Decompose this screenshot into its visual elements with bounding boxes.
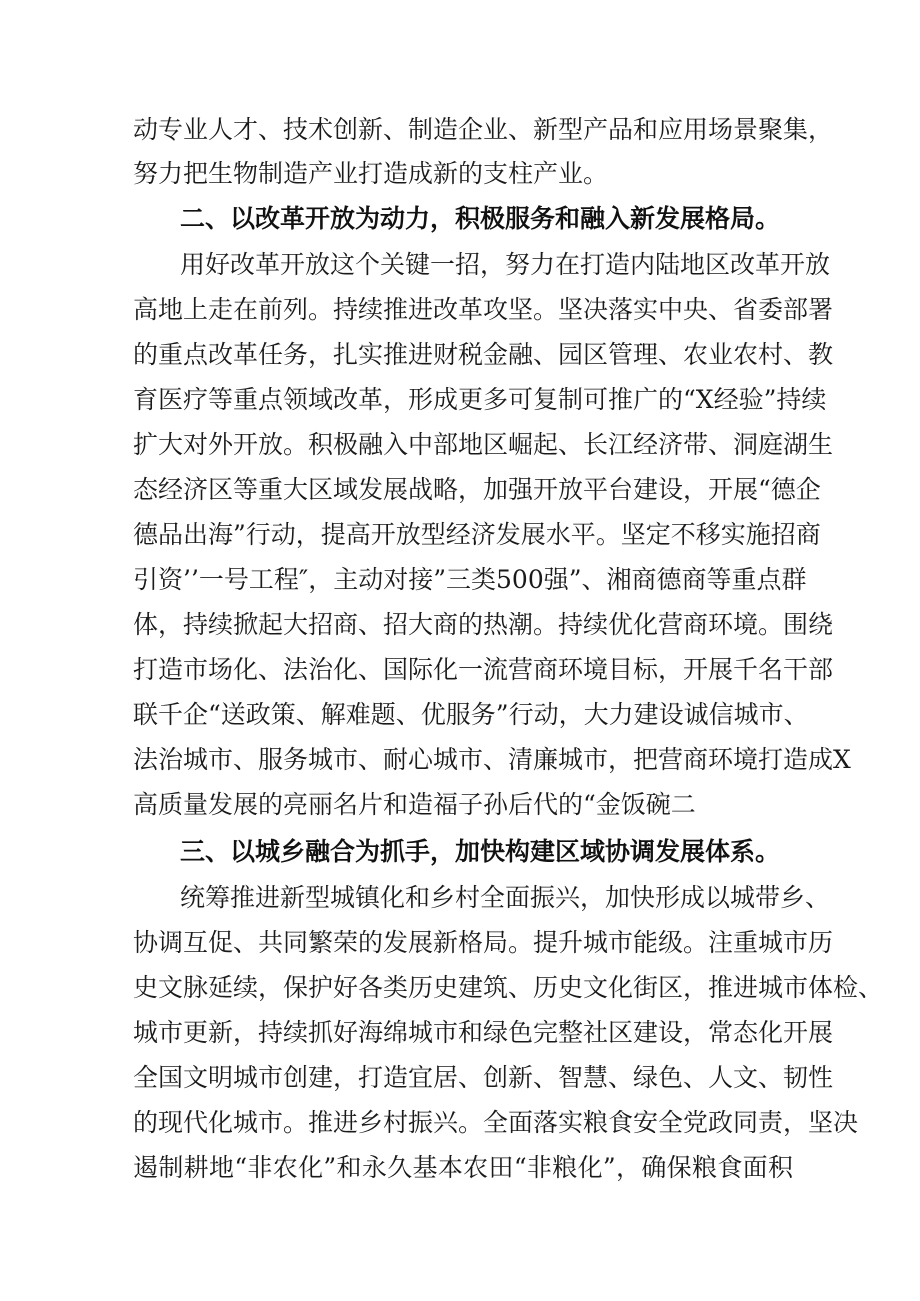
section2-line-9: 体，持续掀起大招商、招大商的热潮。持续优化营商环境。围绕 <box>133 610 834 639</box>
section2-line-12: 法治城市、服务城市、耐心城市、清廉城市，把营商环境打造成X <box>133 745 851 774</box>
section3-line-4: 城市更新，持续抓好海绵城市和绿色完整社区建设，常态化开展 <box>133 1018 834 1047</box>
intro-line-1: 动专业人才、技术创新、制造企业、新型产品和应用场景聚集， <box>133 115 834 144</box>
section3-line-5: 全国文明城市创建，打造宜居、创新、智慧、绿色、人文、韧性 <box>133 1063 834 1092</box>
section3-line-6: 的现代化城市。推进乡村振兴。全面落实粮食安全党政同责，坚决 <box>133 1108 859 1137</box>
intro-line-2: 努力把生物制造产业打造成新的支柱产业。 <box>133 159 609 188</box>
section2-line-8: 引资’’一号工程″，主动对接”三类500强”、湘商德商等重点群 <box>133 565 807 594</box>
section3-line-1: 统筹推进新型城镇化和乡村全面振兴，加快形成以城带乡、 <box>180 883 831 912</box>
section3-line-3: 史文脉延续，保护好各类历史建筑、历史文化街区，推进城市体检、 <box>133 973 884 1002</box>
section2-line-11: 联千企“送政策、解难题、优服务”行动，大力建设诚信城市、 <box>133 700 809 729</box>
section2-line-6: 态经济区等重大区域发展战略，加强开放平台建设，开展“德企 <box>133 475 821 504</box>
section3-heading: 三、以城乡融合为抓手，加快构建区域协调发展体系。 <box>180 837 781 866</box>
section2-heading: 二、以改革开放为动力，积极服务和融入新发展格局。 <box>180 204 781 233</box>
section2-line-3: 的重点改革任务，扎实推进财税金融、园区管理、农业农村、教 <box>133 340 834 369</box>
section2-line-4: 育医疗等重点领域改革，形成更多可复制可推广的“X经验”持续 <box>133 385 827 414</box>
section2-line-7: 德品出海”行动，提高开放型经济发展水平。坚定不移实施招商 <box>133 520 821 549</box>
section3-line-7: 遏制耕地“非农化”和永久基本农田“非粮化”，确保粮食面积 <box>133 1153 793 1182</box>
section2-line-5: 扩大对外开放。积极融入中部地区崛起、长江经济带、洞庭湖生 <box>133 430 834 459</box>
section3-line-2: 协调互促、共同繁荣的发展新格局。提升城市能级。注重城市历 <box>133 928 834 957</box>
section2-line-13: 高质量发展的亮丽名片和造福子孙后代的“金饭碗二 <box>133 790 696 819</box>
section2-line-1: 用好改革开放这个关键一招，努力在打造内陆地区改革开放 <box>180 250 831 279</box>
section2-line-10: 打造市场化、法治化、国际化一流营商环境目标，开展千名干部 <box>133 655 834 684</box>
section2-line-2: 高地上走在前列。持续推进改革攻坚。坚决落实中央、省委部署 <box>133 295 834 324</box>
